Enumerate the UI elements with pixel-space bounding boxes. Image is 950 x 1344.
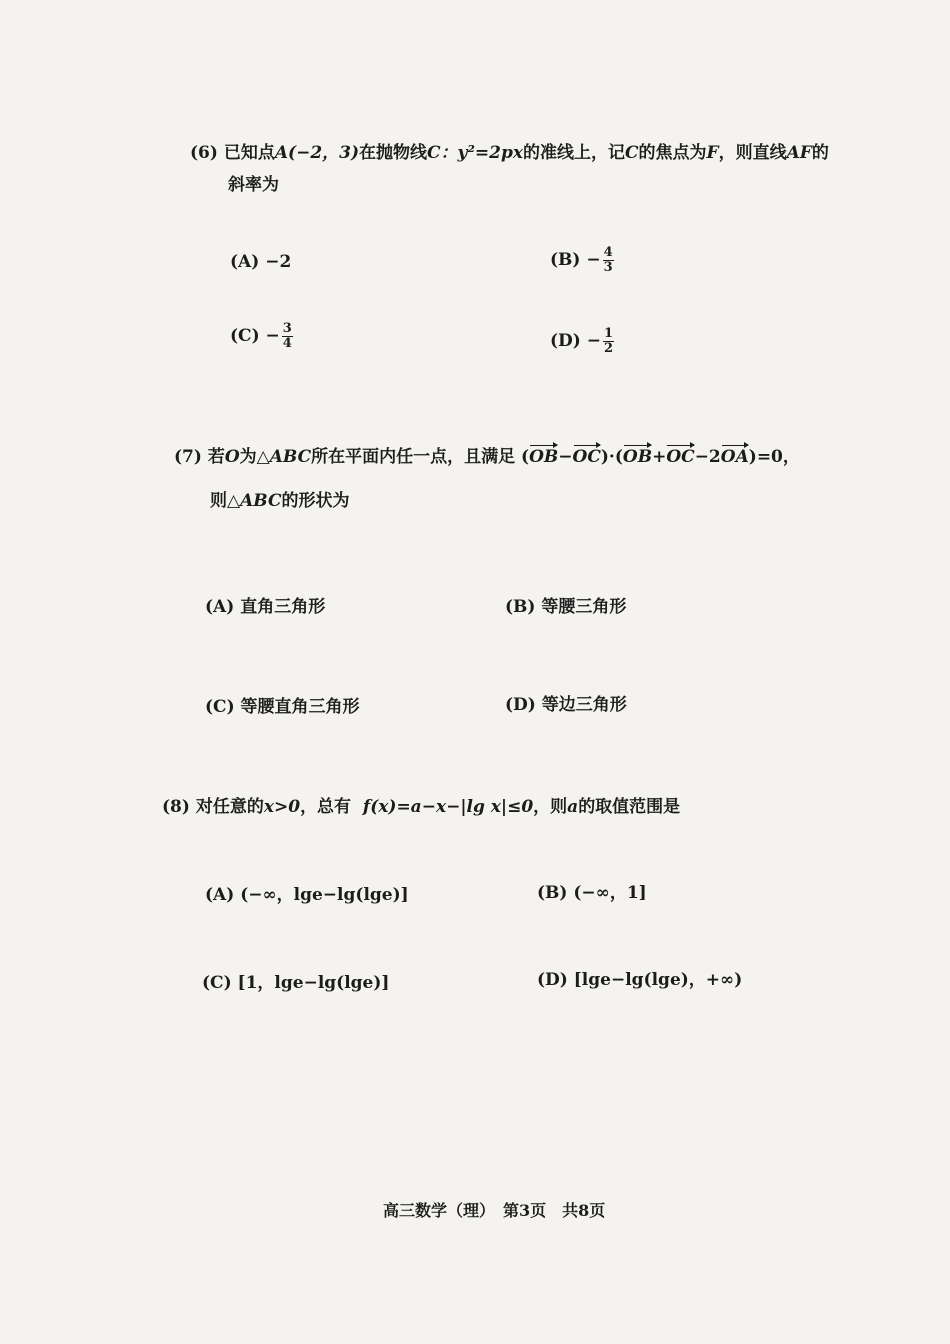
q7-option-c: (C) 等腰直角三角形 xyxy=(205,697,360,717)
q6-option-c: (C) − $\frac{3}{4}$ xyxy=(230,321,292,351)
question-7-stem-line2: 则△ABC的形状为 xyxy=(210,491,350,511)
q8-option-b: (B) (−∞，1] xyxy=(537,883,647,903)
q7-option-a: (A) 直角三角形 xyxy=(205,597,326,617)
question-6-stem: (6) 已知点A(−2，3)在抛物线C：y²=2px的准线上，记C的焦点为F，则直线AF的 xyxy=(190,143,829,163)
q8-option-c: (C) [1，lge−lg(lge)] xyxy=(202,973,390,993)
question-8-stem: (8) 对任意的x>0，总有 f(x)=a−x−|lg x|≤0，则a的取值范围是 xyxy=(162,797,681,817)
q6-option-b: (B) − $\frac{4}{3}$ xyxy=(550,245,613,275)
question-6-stem-line2: 斜率为 xyxy=(228,175,279,195)
q6-option-d: (D) − $\frac{1}{2}$ xyxy=(550,326,614,356)
q8-option-d: (D) [lge−lg(lge)，+∞) xyxy=(537,970,743,990)
page-footer: 高三数学（理） 第3页 共8页 xyxy=(383,1201,606,1220)
q6-option-a: (A) −2 xyxy=(230,252,292,272)
q7-option-d: (D) 等边三角形 xyxy=(505,695,627,715)
q8-option-a: (A) (−∞，lge−lg(lge)] xyxy=(205,885,409,905)
q7-option-b: (B) 等腰三角形 xyxy=(505,597,627,617)
question-7-stem: (7) 若O为△ABC所在平面内任一点，且满足 (OB−OC)·(OB+OC−2OA)=0， xyxy=(174,447,800,467)
